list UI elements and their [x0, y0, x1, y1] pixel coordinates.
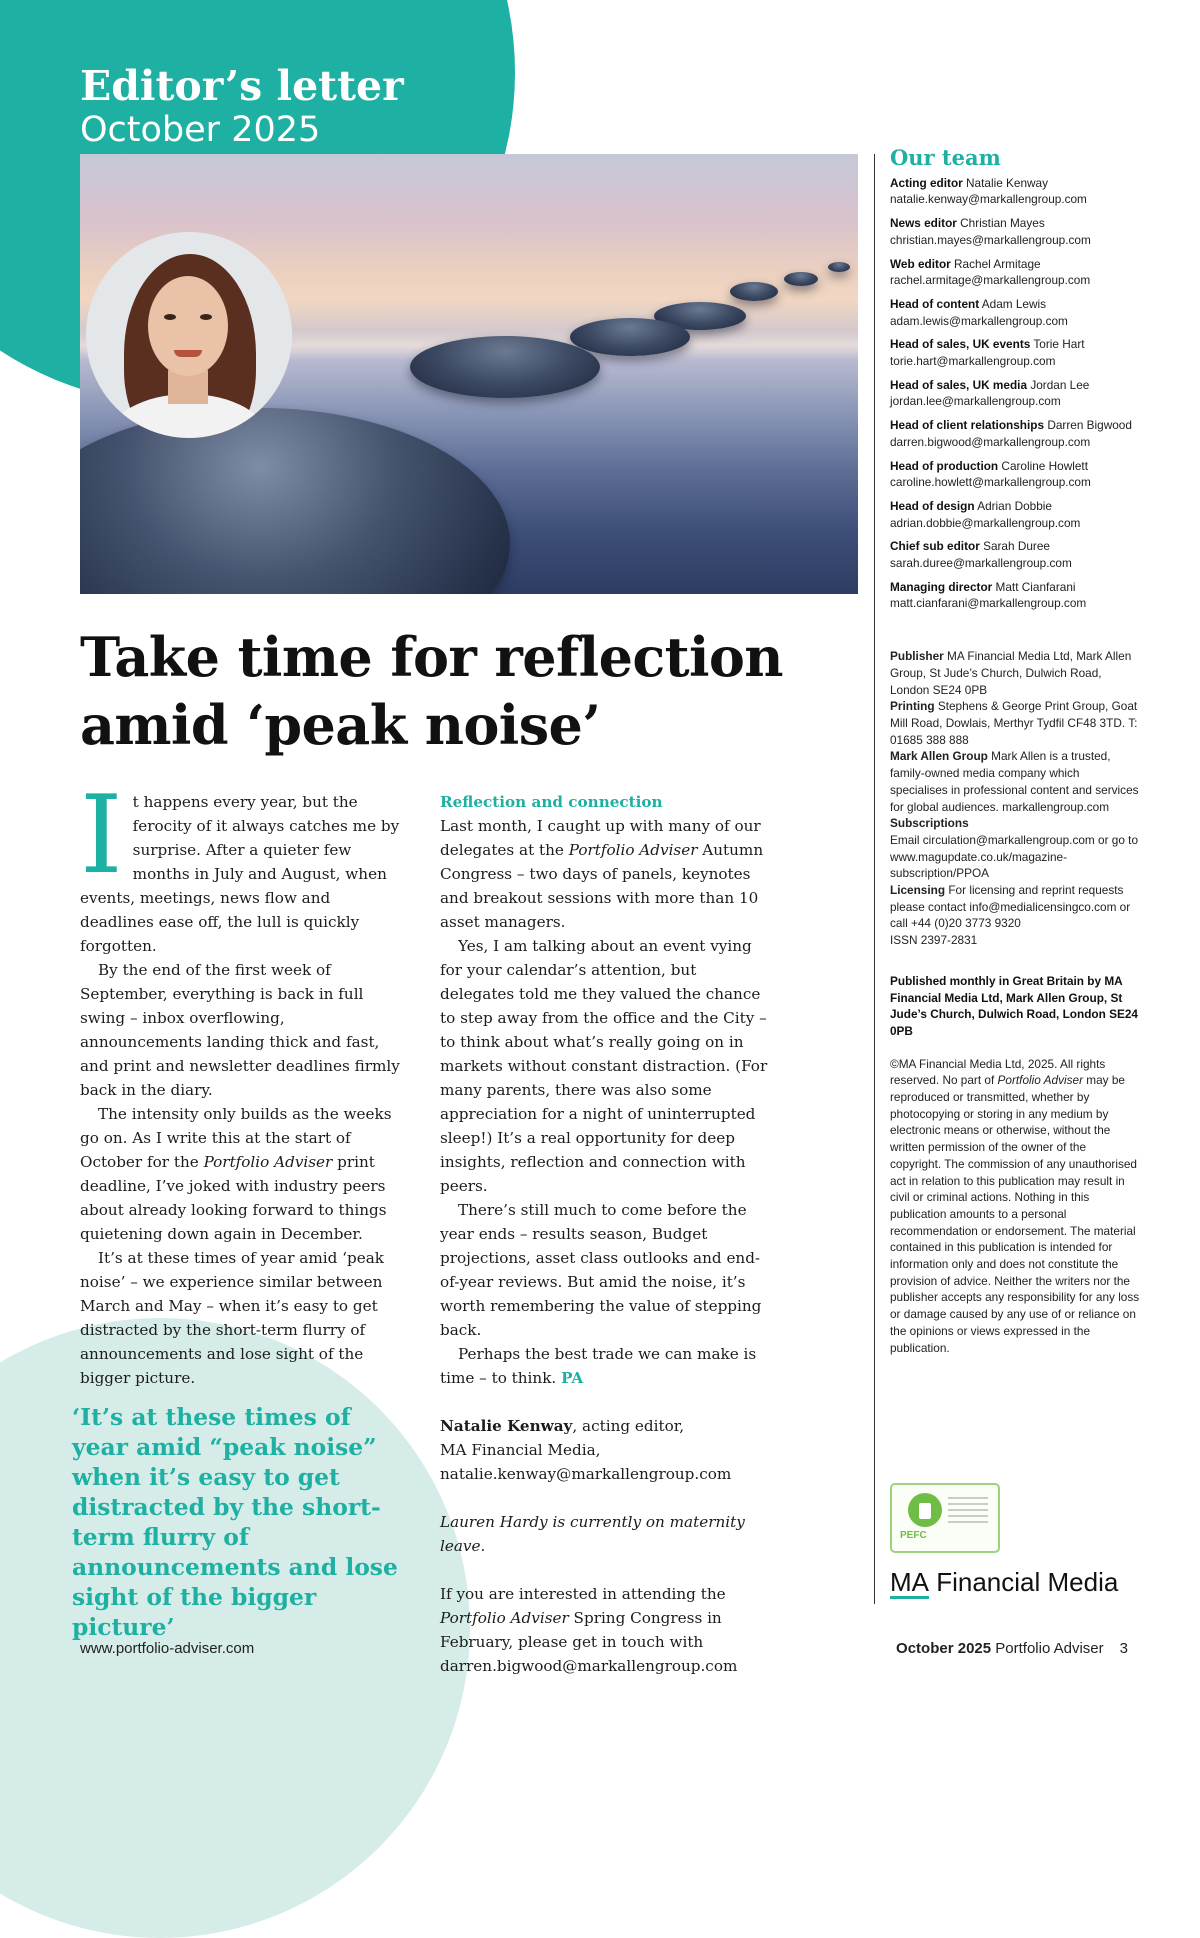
page-number: 3 [1119, 1640, 1128, 1657]
section-header [80, 64, 404, 151]
team-member: Head of design Adrian Dobbie adrian.dobbie@markallengroup.com [890, 498, 1081, 530]
portrait-face [148, 276, 228, 376]
team-member: Head of sales, UK events Torie Hart torie.hart@markallengroup.com [890, 337, 1085, 369]
portrait-eye [200, 314, 212, 320]
paragraph: It’s at these times of year amid ‘peak noise’ – we experience similar between March and May – when it’s easy to get distracted by the short-term flurry of announcements and lose sight of the bigger picture. [80, 1249, 384, 1387]
sidebar-title: Our team [890, 145, 1001, 170]
footer-website[interactable]: www.portfolio-adviser.com [80, 1640, 255, 1657]
team-member-email[interactable]: jordan.lee@markallengroup.com [890, 394, 1061, 409]
stone [570, 318, 690, 356]
stone [730, 282, 778, 301]
article-subhead: Reflection and connection [440, 793, 663, 811]
team-member: News editor Christian Mayes christian.mayes@markallengroup.com [890, 216, 1091, 247]
copyright-notice: ©MA Financial Media Ltd, 2025. All rights reserved. No part of Portfolio Adviser may be reproduced or transmitted, whether by photocopying or storing in any medium by electronic means or otherwise, without the written permission of the owner of the copyright. The commission of any unauthorised act in relation to this publication may result in civil or criminal actions. Nothing in this publication amounts to a personal recommendation or endorsement. The material contained in this publication is intended for information only and does not constitute the provision of advice. Neither the writers nor the publisher accepts any responsibility for any loss or damage caused by any use of or reliance on the opinions or views expressed in the publication. [890, 1056, 1140, 1355]
congress-cta: If you are interested in attending the Portfolio Adviser Spring Congress in February, please get in touch with darren.bigwood@markallengroup.com [440, 1585, 738, 1675]
sidebar-divider [874, 154, 875, 1604]
published-statement: Published monthly in Great Britain by MA Financial Media Ltd, Mark Allen Group, St Jude’s Church, Dulwich Road, London SE24 0PB [890, 973, 1138, 1038]
drop-cap: I [80, 773, 123, 898]
team-member-email[interactable]: matt.cianfarani@markallengroup.com [890, 596, 1087, 611]
pa-end-mark: PA [561, 1369, 584, 1387]
maternity-note: Lauren Hardy is currently on maternity leave. [440, 1513, 745, 1555]
team-member: Chief sub editor Sarah Duree sarah.duree@markallengroup.com [890, 539, 1072, 571]
stone [784, 272, 818, 286]
logo-area [890, 1483, 1118, 1599]
team-member: Acting editor Natalie Kenway natalie.kenway@markallengroup.com [890, 175, 1087, 207]
paragraph: Perhaps the best trade we can make is time – to think. PA [440, 1345, 757, 1387]
publisher-info: Publisher MA Financial Media Ltd, Mark Allen Group, St Jude’s Church, Dulwich Road, London SE24 0PB Printing Stephens & George Print Group, Goat Mill Road, Dowlais, Merthyr Tydfil CF48 3TD. T: 01685 388 888 Mark Allen Group Mark Allen is a trusted, family-owned media company which specialises in professional content and services for global audiences. markallengroup.com Subscriptions Email circulation@markallengroup.com or go to www.magupdate.co.uk/magazine-subscription/PPOA Licensing For licensing and reprint requests please contact info@medialicensingco.com or call +44 (0)20 3773 9320 ISSN 2397-2831 [890, 649, 1139, 948]
team-member-email[interactable]: darren.bigwood@markallengroup.com [890, 434, 1091, 449]
stone [410, 336, 600, 398]
masthead-sidebar [890, 145, 1140, 1356]
editor-portrait [86, 232, 292, 438]
team-member: Web editor Rachel Armitage rachel.armitage@markallengroup.com [890, 256, 1091, 288]
section-title: Editor’s letter [80, 62, 404, 110]
stone [828, 262, 850, 272]
article-headline: Take time for reflection amid ‘peak noise’ [80, 625, 783, 757]
team-member: Head of sales, UK media Jordan Lee jordan.lee@markallengroup.com [890, 377, 1090, 409]
author-email[interactable]: natalie.kenway@markallengroup.com [440, 1465, 732, 1483]
paragraph: Yes, I am talking about an event vying for your calendar’s attention, but delegates told me they valued the chance to step away from the office and the City – to think about what’s really going on in markets without constant distraction. (For many parents, there was also some appreciation for a night of uninterrupted sleep!) It’s a real opportunity for deep insights, reflection and connection with peers. [440, 937, 768, 1195]
paragraph: It happens every year, but the ferocity of it always catches me by surprise. After a quieter few months in July and August, when events, meetings, news flow and deadlines ease off, the lull is quickly forgotten. [80, 773, 400, 955]
team-member-email[interactable]: rachel.armitage@markallengroup.com [890, 273, 1091, 288]
team-member-email[interactable]: natalie.kenway@markallengroup.com [890, 192, 1087, 207]
paragraph: The intensity only builds as the weeks go on. As I write this at the start of October for the Portfolio Adviser print deadline, I’ve joked with industry peers about already looking forward to things quietening down again in December. [80, 1105, 392, 1243]
article-column-1 [80, 773, 406, 1390]
article-column-2 [440, 790, 770, 1678]
team-member-email[interactable]: adrian.dobbie@markallengroup.com [890, 515, 1081, 530]
team-member: Head of client relationships Darren Bigwood darren.bigwood@markallengroup.com [890, 418, 1132, 449]
team-member: Head of production Caroline Howlett caroline.howlett@markallengroup.com [890, 458, 1091, 490]
paragraph: Last month, I caught up with many of our delegates at the Portfolio Adviser Autumn Congress – two days of panels, keynotes and breakout sessions with more than 10 asset managers. [440, 817, 764, 931]
portrait-mouth [174, 350, 202, 357]
author-name: Natalie Kenway [440, 1417, 573, 1435]
footer-issue-info: October 2025 Portfolio Adviser 3 [896, 1640, 1128, 1657]
issue-date: October 2025 [80, 110, 321, 151]
author-signoff: Natalie Kenway, acting editor, MA Financial Media, natalie.kenway@markallengroup.com Lauren Hardy is currently on maternity leave. If you are interested in attending the Portfolio Adviser Spring Congress in February, please get in touch with darren.bigwood@markallengroup.com [440, 1414, 770, 1678]
pull-quote: ‘It’s at these times of year amid “peak noise” when it’s easy to get distracted by the short-term flurry of announcements and lose sight of the bigger picture’ [72, 1403, 398, 1641]
team-member-email[interactable]: adam.lewis@markallengroup.com [890, 313, 1068, 328]
paragraph: By the end of the first week of September, everything is back in full swing – inbox overflowing, announcements landing thick and fast, and print and newsletter deadlines firmly back in the diary. [80, 961, 400, 1099]
paragraph: There’s still much to come before the year ends – results season, Budget projections, asset class outlooks and end-of-year reviews. But amid the noise, it’s worth remembering the value of stepping back. [440, 1201, 762, 1339]
team-member-email[interactable]: christian.mayes@markallengroup.com [890, 232, 1091, 247]
team-member-email[interactable]: caroline.howlett@markallengroup.com [890, 475, 1091, 490]
ma-financial-media-logo: MA Financial Media [890, 1567, 1119, 1597]
pefc-certification-logo: PEFC [890, 1483, 1000, 1553]
portrait-eye [164, 314, 176, 320]
team-member-email[interactable]: sarah.duree@markallengroup.com [890, 556, 1072, 571]
team-member: Head of content Adam Lewis adam.lewis@markallengroup.com [890, 296, 1068, 328]
team-member: Managing director Matt Cianfarani matt.cianfarani@markallengroup.com [890, 579, 1087, 611]
team-member-email[interactable]: torie.hart@markallengroup.com [890, 354, 1056, 369]
team-list [890, 175, 1140, 612]
